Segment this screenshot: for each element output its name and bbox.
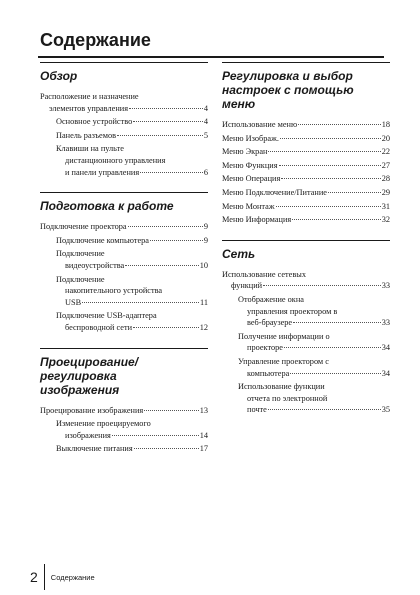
toc-page-number: 29 <box>381 187 390 197</box>
toc-page-number: 4 <box>203 117 208 127</box>
toc-list <box>40 405 208 455</box>
toc-entry[interactable] <box>222 173 390 185</box>
toc-entry-text: Изменение проецируемого <box>56 419 151 429</box>
toc-entry-text: Подключение проектора <box>40 222 127 232</box>
toc-entry-text: Клавиши на пульте <box>56 144 124 154</box>
toc-entry[interactable] <box>222 331 390 354</box>
footer-label: Содержание <box>50 572 95 582</box>
section-heading-line: Подготовка к работе <box>40 199 174 214</box>
section-heading <box>222 247 390 261</box>
toc-entry-text: Меню Монтаж <box>222 201 275 211</box>
dot-leader <box>279 165 381 166</box>
toc-entry-text: Меню Изображ. <box>222 133 279 143</box>
toc-entry-text: и панели управления <box>65 167 140 177</box>
toc-page-number: 11 <box>200 297 208 307</box>
dot-leader <box>263 285 381 286</box>
toc-entry-line <box>238 342 390 354</box>
toc-entry-line <box>222 173 390 185</box>
toc-page-number: 22 <box>381 147 390 157</box>
toc-entry-text: Выключение питания <box>56 444 133 454</box>
toc-entry-line <box>56 167 208 179</box>
toc-entry[interactable] <box>222 187 390 199</box>
section-rule <box>222 240 390 241</box>
toc-page-number: 18 <box>381 120 390 129</box>
toc-page-number: 4 <box>203 103 208 113</box>
toc-page-number: 34 <box>381 343 390 353</box>
toc-entry[interactable] <box>222 269 390 292</box>
toc-entry[interactable] <box>40 418 208 441</box>
section-heading-line: Проецирование/ <box>40 354 139 369</box>
toc-entry-line <box>56 285 208 297</box>
toc-entry[interactable] <box>40 143 208 178</box>
section-heading-line: настроек с помощью <box>222 83 354 97</box>
toc-entry-line <box>238 317 390 329</box>
toc-entry-line <box>238 294 390 306</box>
toc-entry-text: Подключение <box>56 274 105 284</box>
toc-entry[interactable] <box>40 221 208 233</box>
toc-entry-line <box>40 221 208 233</box>
toc-page-number: 31 <box>381 201 390 211</box>
title-rule <box>38 56 384 58</box>
dot-leader <box>133 121 203 122</box>
dot-leader <box>128 226 203 227</box>
toc-entry-text: элементов управления <box>49 103 129 113</box>
dot-leader <box>117 135 203 136</box>
dot-leader <box>150 240 203 241</box>
toc-list <box>40 91 208 178</box>
dot-leader <box>133 327 199 328</box>
page-title: Содержание <box>40 30 151 50</box>
toc-entry[interactable] <box>40 130 208 142</box>
toc-entry-line <box>222 146 390 158</box>
toc-entry-line <box>56 260 208 272</box>
toc-entry-line <box>222 160 390 172</box>
toc-entry-line <box>238 331 390 343</box>
toc-entry-line <box>56 310 208 322</box>
toc-entry[interactable] <box>222 201 390 213</box>
dot-leader <box>292 219 380 220</box>
toc-entry-text: Отображение окна <box>238 294 304 304</box>
toc-entry-text: Использование меню <box>222 120 298 129</box>
toc-entry-line <box>238 368 390 380</box>
section-heading <box>40 69 208 83</box>
toc-entry-text: Использование сетевых <box>222 269 306 279</box>
toc-entry-line <box>238 404 390 416</box>
toc-entry-line <box>56 248 208 260</box>
toc-entry-line <box>56 443 208 455</box>
toc-entry-line <box>40 91 208 103</box>
toc-entry[interactable] <box>222 294 390 329</box>
toc-entry-text: USB <box>65 297 82 307</box>
dot-leader <box>140 172 203 173</box>
toc-entry-text: Основное устройство <box>56 117 133 127</box>
toc-section <box>222 62 390 226</box>
section-rule <box>222 62 390 63</box>
page-number: 2 <box>30 569 38 585</box>
section-heading-line: изображения <box>40 382 120 397</box>
toc-entry-text: управления проектором в <box>247 306 338 316</box>
toc-page-number: 34 <box>381 368 390 378</box>
dot-leader <box>276 206 381 207</box>
section-rule <box>40 348 208 349</box>
toc-section <box>40 62 208 178</box>
section-heading <box>40 199 208 213</box>
toc-page-number: 10 <box>199 260 208 270</box>
toc-entry-line <box>56 130 208 142</box>
toc-entry-line <box>56 430 208 442</box>
toc-entry-text: компьютера <box>247 368 290 378</box>
toc-entry-text: проекторе <box>247 343 283 353</box>
toc-entry-line <box>238 306 390 318</box>
toc-entry[interactable] <box>222 214 390 226</box>
toc-entry[interactable] <box>40 248 208 271</box>
toc-entry-line <box>222 214 390 226</box>
toc-entry[interactable] <box>222 356 390 379</box>
toc-entry-text: Расположение и назначение <box>40 92 139 101</box>
toc-entry[interactable] <box>222 381 390 416</box>
dot-leader <box>82 302 199 303</box>
toc-entry-text: почте <box>247 405 267 415</box>
toc-entry-line <box>56 155 208 167</box>
dot-leader <box>268 151 380 152</box>
toc-entry-text: Управление проектором с <box>238 356 329 366</box>
toc-entry[interactable] <box>222 133 390 145</box>
toc-entry-text: накопительного устройства <box>65 286 163 296</box>
toc-entry-line <box>222 269 390 281</box>
dot-leader <box>280 138 381 139</box>
toc-page-number: 14 <box>199 430 208 440</box>
section-heading-line: меню <box>222 97 256 111</box>
toc-entry-line <box>56 235 208 247</box>
toc-page-number: 17 <box>199 444 208 454</box>
toc-page-number: 32 <box>381 215 390 225</box>
toc-entry[interactable] <box>222 160 390 172</box>
toc-entry-line <box>40 103 208 115</box>
dot-leader <box>290 373 380 374</box>
toc-section <box>40 192 208 333</box>
section-heading-line: Регулировка и выбор <box>222 69 353 83</box>
toc-entry-line <box>56 143 208 155</box>
toc-entry[interactable] <box>40 405 208 417</box>
toc-entry-text: Меню Подключение/Питание <box>222 187 327 197</box>
dot-leader <box>284 347 381 348</box>
toc-entry-text: функций <box>231 281 263 291</box>
toc-list <box>40 221 208 333</box>
dot-leader <box>129 108 203 109</box>
toc-entry-line <box>222 119 390 131</box>
dot-leader <box>125 265 199 266</box>
toc-entry-line <box>222 201 390 213</box>
toc-entry-line <box>40 405 208 417</box>
toc-entry-line <box>56 116 208 128</box>
toc-page-number: 33 <box>381 318 390 328</box>
toc-page-number: 28 <box>381 174 390 184</box>
toc-entry-line <box>238 381 390 393</box>
toc-entry-text: Использование функции <box>238 382 325 392</box>
toc-column-right <box>222 62 390 430</box>
dot-leader <box>328 192 381 193</box>
section-rule <box>40 62 208 63</box>
toc-entry-line <box>222 187 390 199</box>
toc-entry-line <box>238 393 390 405</box>
toc-entry-text: дистанционного управления <box>65 155 166 165</box>
toc-page-number: 33 <box>381 281 390 291</box>
footer-divider <box>44 564 45 590</box>
toc-entry-text: Панель разъемов <box>56 130 117 140</box>
section-heading-line: Обзор <box>40 69 78 83</box>
dot-leader <box>144 410 198 411</box>
toc-entry-line <box>222 133 390 145</box>
toc-entry-text: Подключение компьютера <box>56 235 149 245</box>
toc-entry-line <box>56 274 208 286</box>
toc-page-number: 6 <box>203 167 208 177</box>
toc-entry-line <box>56 322 208 334</box>
section-heading-line: Сеть <box>222 246 256 261</box>
section-heading-line: регулировка <box>40 368 117 383</box>
toc-entry-text: Меню Экран <box>222 147 268 157</box>
toc-entry[interactable] <box>40 443 208 455</box>
toc-page-number: 12 <box>199 322 208 332</box>
toc-column-left <box>40 62 208 469</box>
dot-leader <box>281 178 380 179</box>
dot-leader <box>293 322 381 323</box>
toc-entry-text: Меню Информация <box>222 215 292 225</box>
toc-entry-text: Подключение USB-адаптера <box>56 311 157 321</box>
toc-page-number: 9 <box>203 222 208 232</box>
toc-entry[interactable] <box>40 274 208 309</box>
toc-page-number: 5 <box>203 130 208 140</box>
toc-entry-text: видеоустройства <box>65 260 125 270</box>
toc-entry-line <box>56 297 208 309</box>
dot-leader <box>268 409 381 410</box>
toc-entry-text: Меню Операция <box>222 174 281 184</box>
toc-entry-text: изображения <box>65 430 111 440</box>
toc-entry-text: беспроводной сети <box>65 322 133 332</box>
page-footer <box>30 564 95 590</box>
toc-entry-text: веб-браузере <box>247 318 293 328</box>
toc-entry-text: отчета по электронной <box>247 393 328 403</box>
toc-page-number: 27 <box>381 160 390 170</box>
toc-entry[interactable] <box>40 235 208 247</box>
toc-section <box>222 240 390 416</box>
dot-leader <box>298 124 381 125</box>
section-rule <box>40 192 208 193</box>
toc-entry-text: Проецирование изображения <box>40 405 144 415</box>
dot-leader <box>112 435 199 436</box>
toc-page-number: 13 <box>199 405 208 415</box>
toc-page-number: 20 <box>381 133 390 143</box>
toc-page-number: 35 <box>381 405 390 415</box>
toc-entry-line <box>238 356 390 368</box>
section-heading <box>222 69 390 111</box>
toc-entry[interactable] <box>222 119 390 131</box>
toc-entry-text: Меню Функция <box>222 160 278 170</box>
toc-section <box>40 348 208 455</box>
section-heading <box>40 355 208 397</box>
toc-list <box>222 269 390 416</box>
dot-leader <box>134 448 199 449</box>
toc-entry-text: Получение информации о <box>238 331 330 341</box>
toc-entry-line <box>222 280 390 292</box>
toc-entry[interactable] <box>40 310 208 333</box>
toc-entry[interactable] <box>222 146 390 158</box>
toc-entry-line <box>56 418 208 430</box>
toc-page-number: 9 <box>203 235 208 245</box>
toc-entry-text: Подключение <box>56 249 105 259</box>
toc-list <box>222 119 390 226</box>
toc-entry[interactable] <box>40 116 208 128</box>
toc-entry[interactable] <box>40 91 208 114</box>
